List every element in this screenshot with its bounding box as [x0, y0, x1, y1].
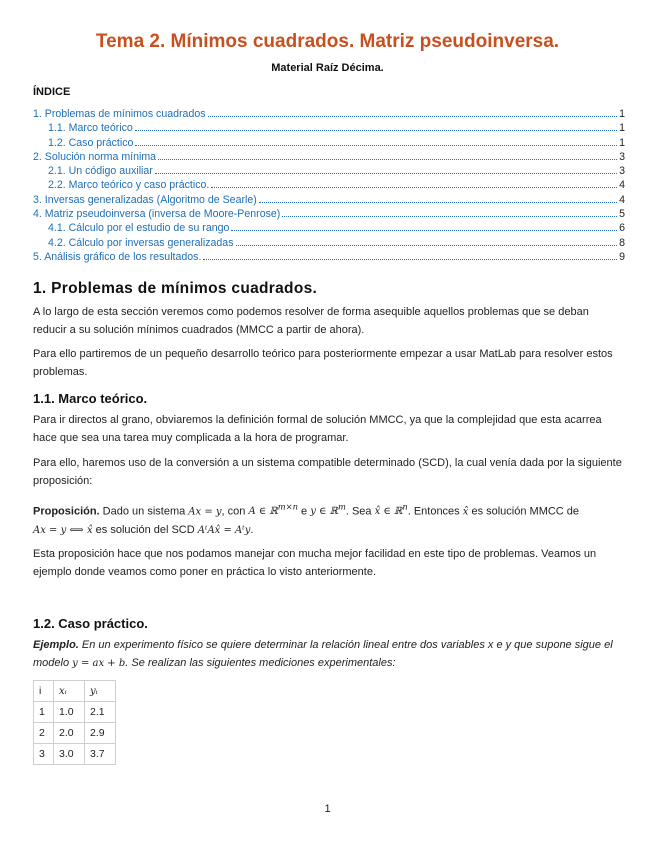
toc-item[interactable] — [33, 194, 625, 208]
math-solution-domain-base: x̂ ∈ ℝ — [374, 506, 403, 518]
math-linear-model: y = ax + b — [72, 658, 126, 669]
table-header-cell: yᵢ — [85, 681, 116, 702]
toc-leader — [231, 229, 617, 231]
math-equivalence: Ax = y ⟺ x̂ — [33, 525, 93, 537]
proposition-text: . Sea — [345, 505, 375, 518]
document-subtitle: Material Raíz Décima. — [271, 62, 384, 74]
table-cell: 1.0 — [54, 702, 85, 723]
toc-item-label[interactable]: 4.2. Cálculo por inversas generalizadas — [48, 236, 234, 249]
proposition-text: , con — [221, 505, 249, 518]
table-row — [34, 744, 116, 765]
measurements-table — [33, 680, 116, 765]
toc-item-page: 4 — [619, 179, 625, 192]
toc-item-label[interactable]: 5. Análisis gráfico de los resultados. — [33, 250, 202, 263]
toc-item[interactable] — [33, 165, 625, 179]
table-cell: 3 — [34, 744, 54, 765]
section-1-1-heading: 1.1. Marco teórico. — [33, 391, 148, 406]
math-matrix-domain-base: A ∈ ℝ — [248, 506, 278, 518]
toc-item-label[interactable]: 1.2. Caso práctico — [48, 136, 134, 149]
math-solution-domain-exp: n — [402, 502, 408, 512]
toc-leader — [158, 158, 617, 160]
toc-item-page: 9 — [619, 250, 625, 263]
toc-leader — [155, 172, 617, 174]
toc-item[interactable] — [33, 237, 625, 251]
table-cell: 2.9 — [85, 723, 116, 744]
page-number: 1 — [324, 803, 331, 815]
toc-item[interactable] — [33, 222, 625, 236]
table-cell: 3.0 — [54, 744, 85, 765]
toc-item-page: 3 — [619, 165, 625, 178]
math-matrix-domain — [248, 502, 298, 518]
proposition-text: . — [250, 524, 254, 537]
section-1-paragraph-1: A lo largo de esta sección veremos como podemos resolver de forma asequible aquellos problemas que se deban reducir a su solución mínimos cuadrados (MMCC a partir de ahora). — [33, 306, 589, 336]
toc-leader — [236, 244, 618, 246]
proposition-text: Dado un sistema — [99, 505, 189, 518]
toc-item-label[interactable]: 4. Matriz pseudoinversa (inversa de Moore-Penrose) — [33, 208, 281, 221]
math-normal-equations: AᵗAx̂ = Aᵗy — [197, 525, 251, 537]
table-header-row — [34, 681, 116, 702]
proposition-text: es solución del SCD — [92, 524, 198, 537]
section-1-1-paragraph-3: Esta proposición hace que nos podamos manejar con mucha mejor facilidad en este tipo de problemas. Veamos un ejemplo donde veamos como poner en práctica lo visto anteriormente. — [33, 548, 597, 578]
toc-item-page: 3 — [619, 150, 625, 163]
toc-item-label[interactable]: 2. Solución norma mínima — [33, 150, 157, 163]
index-heading: ÍNDICE — [33, 86, 71, 98]
math-vector-domain-base: y ∈ ℝ — [310, 506, 338, 518]
math-solution-domain — [374, 502, 408, 518]
math-solution: x̂ — [462, 506, 469, 518]
toc-item-label[interactable]: 1.1. Marco teórico — [48, 122, 133, 135]
toc-item-page: 4 — [619, 193, 625, 206]
toc-item-page: 8 — [619, 236, 625, 249]
toc-leader — [203, 258, 617, 260]
proposition-text: . Entonces — [407, 505, 463, 518]
section-1-1-paragraph-1: Para ir directos al grano, obviaremos la definición formal de solución MMCC, ya que la complejidad que esta acarrea hace que sea una tarea muy complicada a la hora de programar. — [33, 414, 602, 444]
math-vector-domain — [310, 502, 346, 518]
toc-leader — [211, 186, 617, 188]
toc-item[interactable] — [33, 122, 625, 136]
table-cell: 2 — [34, 723, 54, 744]
toc-item-label[interactable]: 2.2. Marco teórico y caso práctico. — [48, 179, 210, 192]
math-matrix-domain-exp: m×n — [277, 502, 298, 512]
toc-item-label[interactable]: 4.1. Cálculo por el estudio de su rango — [48, 222, 230, 235]
document-title: Tema 2. Mínimos cuadrados. Matriz pseudoinversa. — [95, 31, 560, 52]
toc-item-page: 6 — [619, 222, 625, 235]
table-of-contents — [33, 108, 625, 265]
example-text: En un experimento físico se quiere determinar la relación lineal entre dos variables x e y que supone sigue el modelo — [33, 639, 613, 669]
toc-leader — [135, 144, 617, 146]
example-label: Ejemplo. — [33, 639, 79, 651]
section-1-heading: 1. Problemas de mínimos cuadrados. — [33, 280, 318, 297]
toc-item-page: 5 — [619, 208, 625, 221]
toc-item[interactable] — [33, 179, 625, 193]
math-vector-domain-exp: m — [337, 502, 346, 512]
section-1-2-heading: 1.2. Caso práctico. — [33, 616, 148, 631]
example — [33, 636, 623, 673]
toc-item-page: 1 — [619, 136, 625, 149]
toc-item[interactable] — [33, 251, 625, 265]
toc-item-page: 1 — [619, 122, 625, 135]
table-header-cell: xᵢ — [54, 681, 85, 702]
toc-leader — [282, 215, 617, 217]
table-cell: 1 — [34, 702, 54, 723]
toc-item-label[interactable]: 2.1. Un código auxiliar — [48, 165, 153, 178]
toc-leader — [208, 115, 618, 117]
proposition-text: es solución MMCC de — [468, 505, 580, 518]
example-text: . Se realizan las siguientes mediciones experimentales: — [125, 657, 396, 669]
toc-item-label[interactable]: 1. Problemas de mínimos cuadrados — [33, 108, 206, 120]
section-1-paragraph-2: Para ello partiremos de un pequeño desarrollo teórico para posteriormente empezar a usar MatLab para resolver estos problemas. — [33, 348, 613, 378]
proposition — [33, 498, 623, 540]
toc-leader — [259, 201, 617, 203]
table-cell: 3.7 — [85, 744, 116, 765]
toc-item[interactable] — [33, 151, 625, 165]
table-cell: 2.0 — [54, 723, 85, 744]
toc-item-label[interactable]: 3. Inversas generalizadas (Algoritmo de Searle) — [33, 193, 257, 206]
table-cell: 2.1 — [85, 702, 116, 723]
toc-item[interactable] — [33, 208, 625, 222]
math-system: Ax = y — [188, 506, 222, 518]
table-header-cell: i — [34, 681, 54, 702]
section-1-1-paragraph-2: Para ello, haremos uso de la conversión a un sistema compatible determinado (SCD), la cual venía dada por la siguiente proposición: — [33, 457, 622, 487]
toc-item[interactable] — [33, 108, 625, 122]
table-row — [34, 723, 116, 744]
proposition-label: Proposición. — [33, 505, 100, 518]
toc-item[interactable] — [33, 137, 625, 151]
proposition-text: e — [297, 505, 311, 518]
toc-leader — [135, 129, 617, 131]
toc-item-page: 1 — [619, 108, 625, 120]
table-row — [34, 702, 116, 723]
